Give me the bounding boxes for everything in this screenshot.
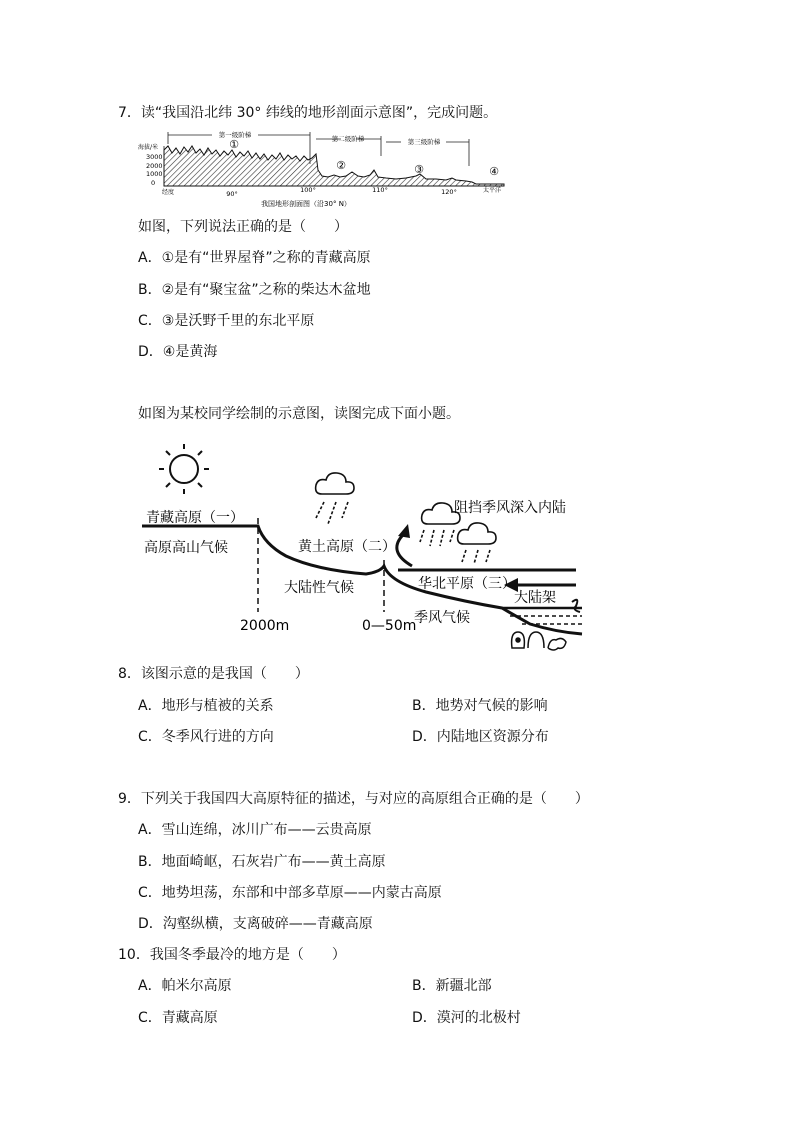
cloud-icon [316, 473, 354, 524]
label-elev-050: 0—50m [362, 618, 417, 634]
marker-4: ④ [489, 165, 499, 178]
q9-stem: 9．下列关于我国四大高原特征的描述，与对应的高原组合正确的是（ ） [118, 791, 589, 807]
sun-icon [159, 444, 209, 494]
q9-option-d[interactable]: D．沟壑纵横，支离破碎——青藏高原 [138, 916, 373, 932]
x-tick-90: 90° [226, 190, 238, 198]
x-right-label: 太平洋 [482, 187, 502, 194]
q10-option-b[interactable]: B．新疆北部 [412, 978, 492, 994]
label-huabei: 华北平原（三） [418, 576, 516, 592]
step-label-2: 第二级阶梯 [331, 135, 365, 143]
label-zudang: 阻挡季风深入内陆 [454, 500, 566, 516]
q9-option-b[interactable]: B．地面崎岖，石灰岩广布——黄土高原 [138, 854, 386, 870]
q8-option-d[interactable]: D．内陆地区资源分布 [412, 729, 549, 745]
label-huangtu: 黄土高原（二） [298, 539, 396, 555]
q7-option-a[interactable]: A．①是有“世界屋脊”之称的青藏高原 [138, 250, 371, 266]
q8-option-a[interactable]: A．地形与植被的关系 [138, 698, 274, 714]
group-intro: 如图为某校同学绘制的示意图，读图完成下面小题。 [138, 406, 460, 422]
q7-option-d[interactable]: D．④是黄海 [138, 344, 218, 360]
q8-stem: 8．该图示意的是我国（ ） [118, 666, 309, 682]
step-label-3: 第三级阶梯 [407, 138, 441, 146]
q7-stem: 7．读“我国沿北纬 30° 纬线的地形剖面示意图”，完成问题。 [118, 105, 498, 121]
q8-option-b[interactable]: B．地势对气候的影响 [412, 698, 548, 714]
label-gaoyuan-climate: 高原高山气候 [144, 540, 228, 556]
y-tick-0: 0 [151, 179, 156, 187]
label-dalujia: 大陆架 [514, 590, 556, 606]
q10-option-d[interactable]: D．漠河的北极村 [412, 1010, 521, 1026]
x-tick-100: 100° [300, 186, 316, 194]
q10-option-c[interactable]: C．青藏高原 [138, 1010, 218, 1026]
y-tick-2000: 2000 [146, 162, 163, 170]
q7-option-b[interactable]: B．②是有“聚宝盆”之称的柴达木盆地 [138, 282, 371, 298]
q7-option-c[interactable]: C．③是沃野千里的东北平原 [138, 313, 315, 329]
marker-3: ③ [414, 163, 424, 176]
sea-surface [502, 608, 582, 624]
terrain-profile-figure [136, 126, 516, 212]
q8-option-c[interactable]: C．冬季风行进的方向 [138, 729, 274, 745]
y-tick-1000: 1000 [146, 170, 163, 178]
q7-prompt: 如图，下列说法正确的是（ ） [138, 219, 348, 235]
q9-option-c[interactable]: C．地势坦荡，东部和中部多草原——内蒙古高原 [138, 885, 442, 901]
q9-option-a[interactable]: A．雪山连绵，冰川广布——云贵高原 [138, 822, 372, 838]
x-tick-110: 110° [372, 186, 388, 194]
step-label-1: 第一级阶梯 [218, 131, 252, 139]
rocks-icon [512, 632, 566, 650]
q10-stem: 10．我国冬季最冷的地方是（ ） [118, 947, 346, 963]
label-dalu-climate: 大陆性气候 [284, 580, 354, 596]
label-qingzang: 青藏高原（一） [146, 510, 244, 526]
figure-caption: 我国地形剖面图（沿30° N） [261, 200, 351, 208]
marker-1: ① [229, 138, 239, 151]
x-tick-120: 120° [441, 188, 457, 196]
q10-option-a[interactable]: A．帕米尔高原 [138, 978, 232, 994]
label-jifeng-climate: 季风气候 [414, 610, 470, 626]
label-elev-2000: 2000m [240, 618, 290, 634]
terrain-climate-diagram [136, 432, 586, 654]
y-tick-3000: 3000 [146, 153, 163, 161]
x-left-label: 经度 [162, 189, 175, 196]
y-axis-unit: 海拔/米 [138, 144, 159, 151]
terrain-profile [164, 146, 504, 186]
marker-2: ② [336, 159, 346, 172]
